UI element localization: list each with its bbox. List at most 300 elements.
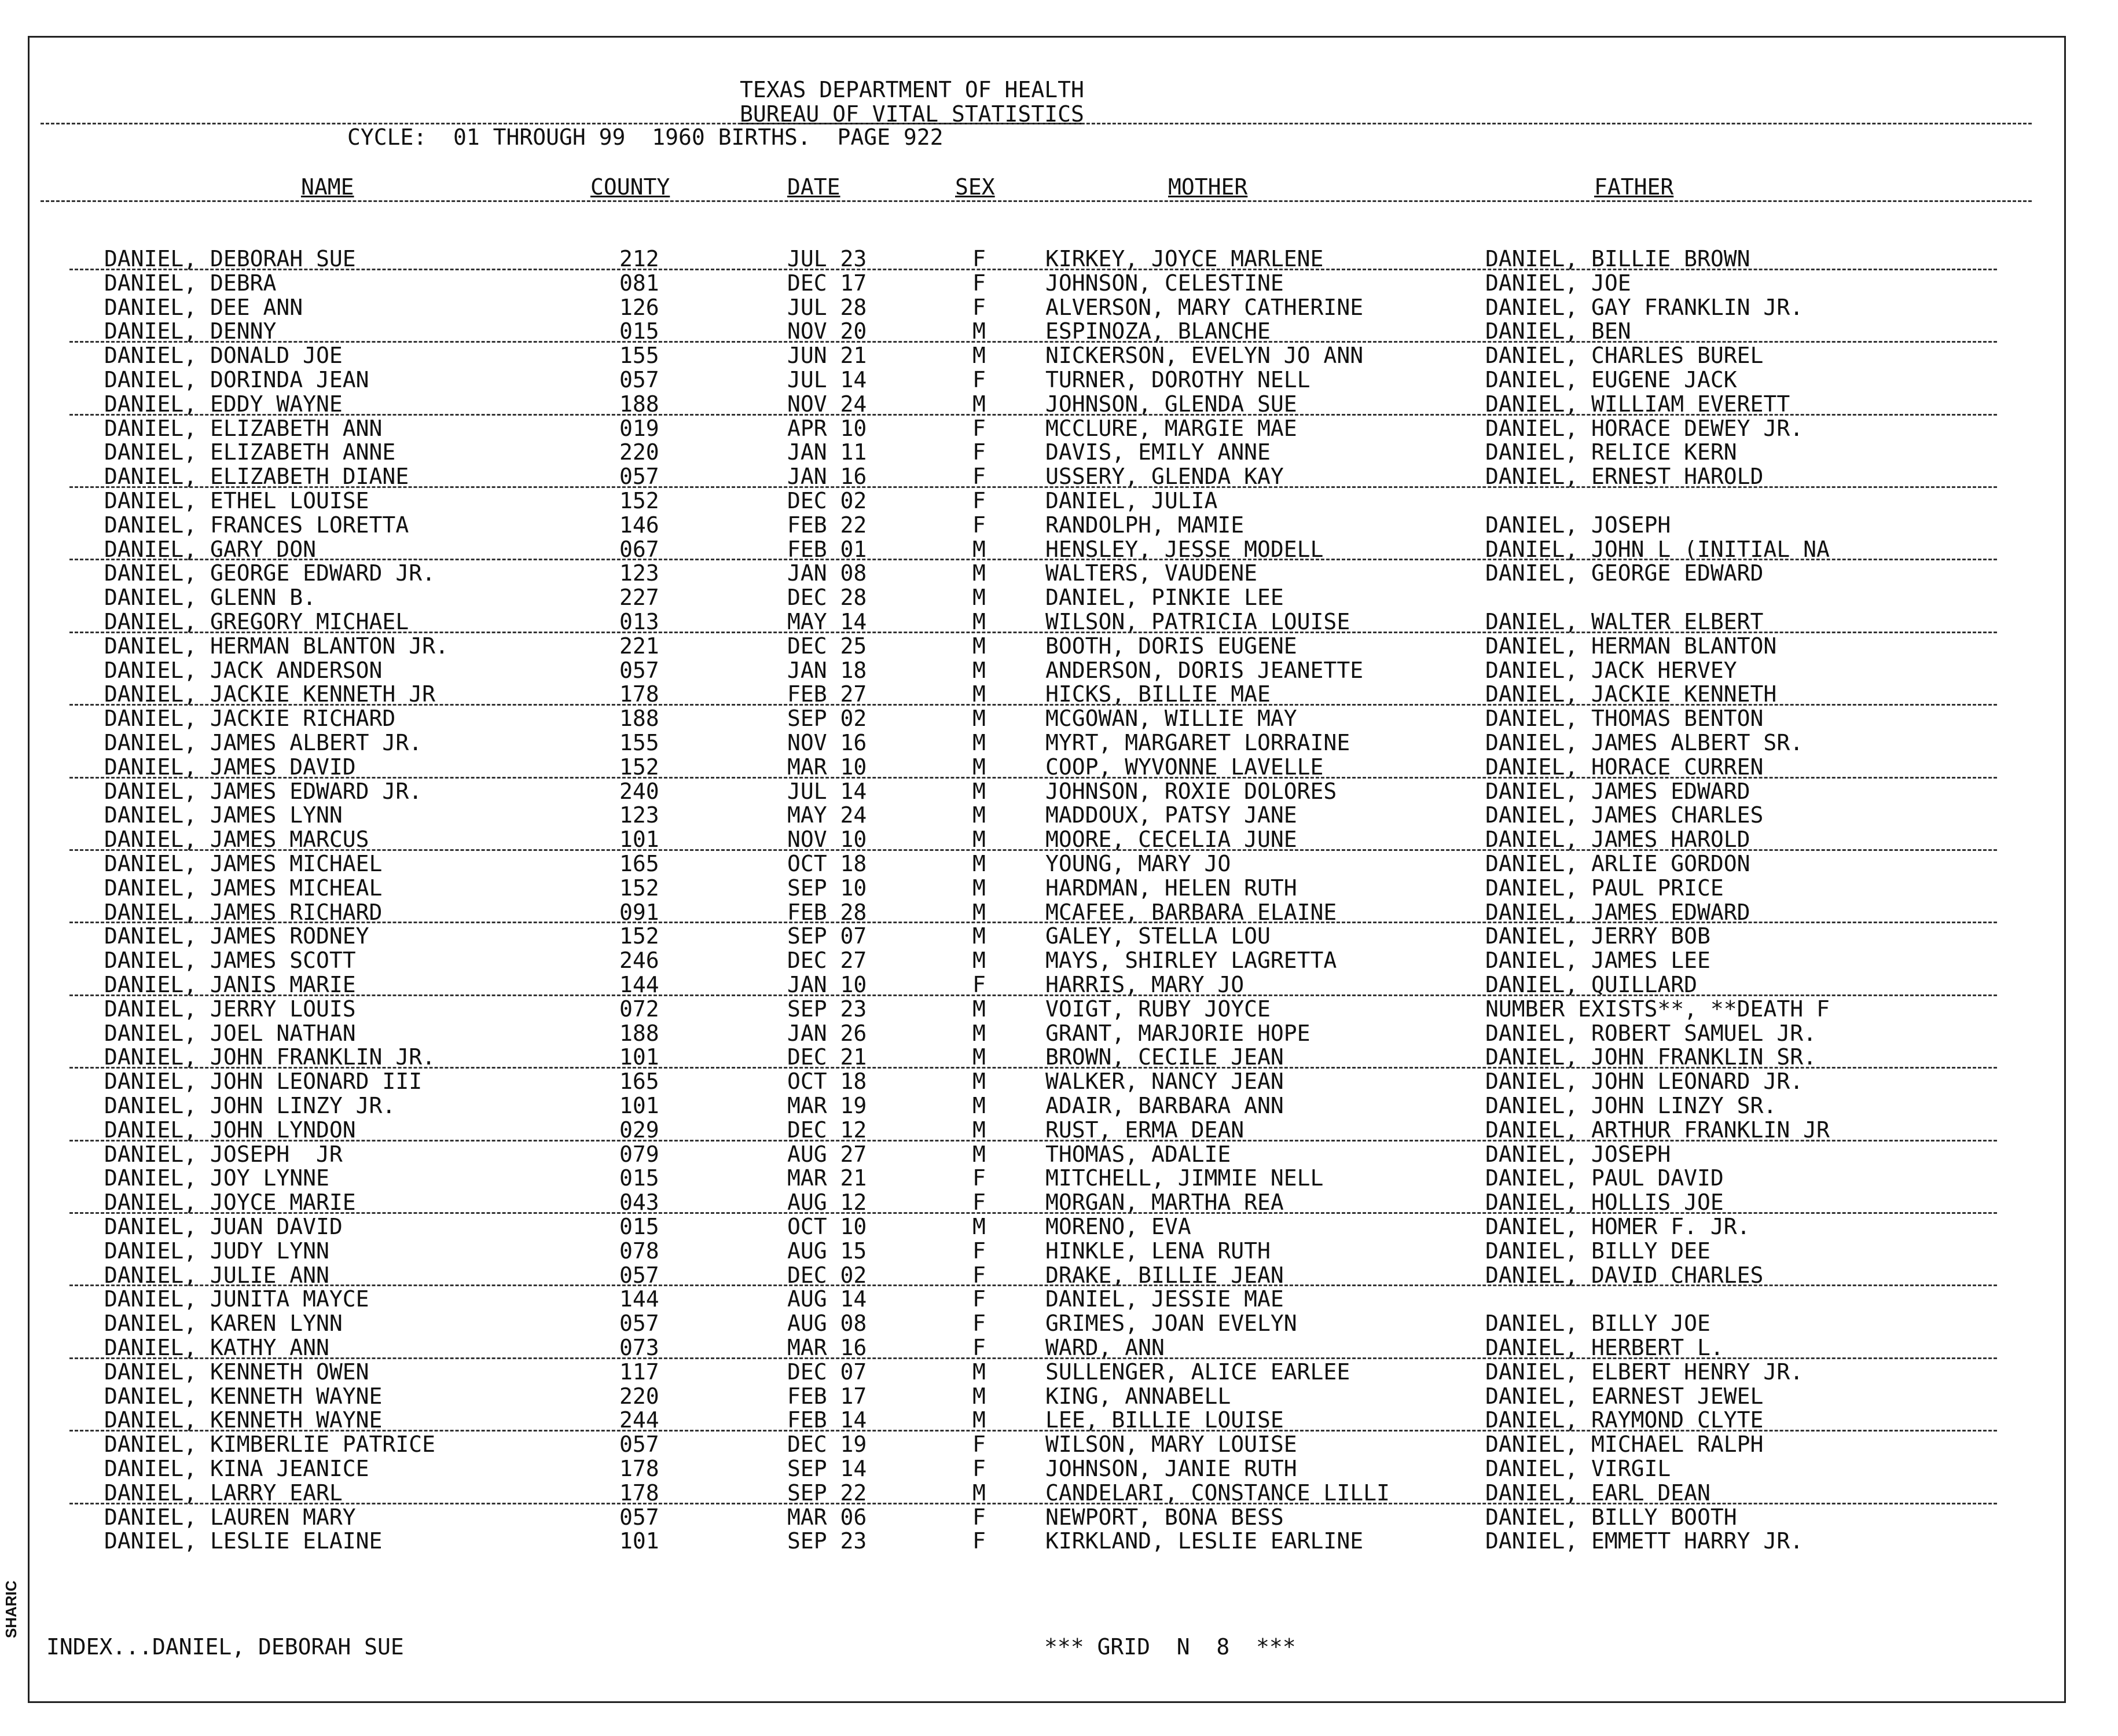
cell-mother: MORGAN, MARTHA REA (1045, 1190, 1284, 1216)
cell-date: SEP 23 (787, 1528, 867, 1554)
cell-date: MAY 24 (787, 802, 867, 828)
cell-mother: VOIGT, RUBY JOYCE (1045, 996, 1271, 1022)
cell-sex: M (972, 730, 986, 755)
cell-name: DANIEL, EDDY WAYNE (104, 391, 343, 417)
cell-date: OCT 18 (787, 851, 867, 876)
cell-name: DANIEL, DENNY (104, 318, 277, 344)
cell-county: 067 (619, 536, 659, 562)
table-row (0, 1312, 2118, 1337)
cell-county: 073 (619, 1335, 659, 1360)
row-divider (69, 1503, 1997, 1504)
cell-mother: JOHNSON, GLENDA SUE (1045, 391, 1297, 417)
row-divider (69, 922, 1997, 923)
cell-date: NOV 16 (787, 730, 867, 755)
cell-mother: DANIEL, JESSIE MAE (1045, 1286, 1284, 1312)
cell-date: NOV 10 (787, 827, 867, 853)
cell-mother: JOHNSON, JANIE RUTH (1045, 1456, 1297, 1481)
cell-county: 165 (619, 851, 659, 876)
cell-sex: F (972, 1262, 986, 1288)
row-divider (69, 777, 1997, 779)
cell-county: 078 (619, 1238, 659, 1264)
table-row (0, 1506, 2118, 1531)
cell-father: DANIEL, JAMES CHARLES (1485, 802, 1764, 828)
cell-mother: HINKLE, LENA RUTH (1045, 1238, 1271, 1264)
cell-county: 152 (619, 754, 659, 780)
cell-mother: HARDMAN, HELEN RUTH (1045, 875, 1297, 901)
cell-mother: MCGOWAN, WILLIE MAY (1045, 706, 1297, 732)
cell-sex: M (972, 391, 986, 417)
cell-sex: M (972, 778, 986, 804)
table-row (0, 1216, 2118, 1240)
cell-name: DANIEL, JOY LYNNE (104, 1165, 329, 1191)
cell-date: SEP 14 (787, 1456, 867, 1481)
cell-name: DANIEL, DEE ANN (104, 294, 303, 320)
row-divider (69, 341, 1997, 343)
cell-sex: M (972, 343, 986, 369)
row-divider (69, 1067, 1997, 1069)
cell-county: 220 (619, 439, 659, 465)
cell-sex: M (972, 1020, 986, 1046)
cell-date: APR 10 (787, 415, 867, 441)
cell-sex: F (972, 1335, 986, 1360)
cell-county: 227 (619, 585, 659, 611)
cell-sex: M (972, 706, 986, 732)
cell-date: SEP 22 (787, 1480, 867, 1506)
cell-sex: F (972, 415, 986, 441)
cell-sex: M (972, 851, 986, 876)
row-divider (69, 269, 1997, 270)
cell-father: DANIEL, EARNEST JEWEL (1485, 1383, 1764, 1409)
cell-county: 101 (619, 1528, 659, 1554)
table-row (0, 1070, 2118, 1095)
cell-county: 178 (619, 1456, 659, 1481)
cell-date: JUL 14 (787, 778, 867, 804)
cell-sex: F (972, 270, 986, 296)
cell-date: SEP 10 (787, 875, 867, 901)
cell-sex: M (972, 899, 986, 925)
cell-father: DANIEL, JOSEPH (1485, 512, 1671, 538)
cell-name: DANIEL, JOEL NATHAN (104, 1020, 356, 1046)
cell-name: DANIEL, JAMES EDWARD JR. (104, 778, 423, 804)
cell-mother: HICKS, BILLIE MAE (1045, 681, 1271, 707)
cell-father: DANIEL, JOSEPH (1485, 1141, 1671, 1167)
cell-father: DANIEL, JAMES EDWARD (1485, 899, 1750, 925)
cell-county: 246 (619, 948, 659, 974)
row-divider (69, 632, 1997, 633)
cell-date: JAN 11 (787, 439, 867, 465)
cell-mother: MORENO, EVA (1045, 1214, 1191, 1239)
cell-father: DANIEL, ELBERT HENRY JR. (1485, 1359, 1804, 1385)
cell-county: 101 (619, 827, 659, 853)
cell-county: 221 (619, 633, 659, 659)
cell-mother: NICKERSON, EVELYN JO ANN (1045, 343, 1364, 369)
cell-date: NOV 20 (787, 318, 867, 344)
cell-mother: JOHNSON, CELESTINE (1045, 270, 1284, 296)
cell-name: DANIEL, JOHN LYNDON (104, 1117, 356, 1143)
row-divider (69, 486, 1997, 488)
table-row (0, 659, 2118, 684)
cell-date: MAY 14 (787, 609, 867, 634)
cell-mother: DANIEL, JULIA (1045, 488, 1218, 513)
cell-name: DANIEL, JUAN DAVID (104, 1214, 343, 1239)
cell-mother: TURNER, DOROTHY NELL (1045, 367, 1311, 392)
cell-county: 091 (619, 899, 659, 925)
cell-sex: F (972, 464, 986, 490)
cell-mother: DRAKE, BILLIE JEAN (1045, 1262, 1284, 1288)
cell-sex: F (972, 367, 986, 392)
cell-father: DANIEL, JACKIE KENNETH (1485, 681, 1777, 707)
cell-name: DANIEL, DONALD JOE (104, 343, 343, 369)
cell-county: 079 (619, 1141, 659, 1167)
cell-mother: ADAIR, BARBARA ANN (1045, 1093, 1284, 1118)
cell-sex: M (972, 948, 986, 974)
cell-mother: BROWN, CECILE JEAN (1045, 1044, 1284, 1070)
cell-name: DANIEL, JAMES RODNEY (104, 923, 369, 949)
cell-date: DEC 19 (787, 1432, 867, 1458)
cell-name: DANIEL, KENNETH WAYNE (104, 1383, 383, 1409)
cell-father: DANIEL, JERRY BOB (1485, 923, 1710, 949)
cell-date: JAN 10 (787, 972, 867, 997)
cell-mother: GALEY, STELLA LOU (1045, 923, 1271, 949)
table-row (0, 998, 2118, 1022)
row-divider (69, 559, 1997, 560)
cell-county: 101 (619, 1044, 659, 1070)
cell-county: 188 (619, 706, 659, 732)
cell-sex: M (972, 802, 986, 828)
cell-name: DANIEL, LESLIE ELAINE (104, 1528, 383, 1554)
table-row (0, 1530, 2118, 1554)
cell-father: DANIEL, JACK HERVEY (1485, 657, 1737, 683)
cell-county: 152 (619, 488, 659, 513)
cell-sex: F (972, 246, 986, 271)
cell-sex: M (972, 827, 986, 853)
header-subtitle: BUREAU OF VITAL STATISTICS (740, 101, 1084, 127)
cell-sex: M (972, 1359, 986, 1385)
cell-mother: KIRKEY, JOYCE MARLENE (1045, 246, 1324, 271)
table-row (0, 1022, 2118, 1047)
cell-county: 019 (619, 415, 659, 441)
cell-sex: M (972, 875, 986, 901)
cell-mother: KING, ANNABELL (1045, 1383, 1231, 1409)
col-sex: SEX (955, 174, 995, 200)
table-row (0, 1143, 2118, 1168)
cell-date: DEC 02 (787, 1262, 867, 1288)
cell-county: 081 (619, 270, 659, 296)
cell-county: 152 (619, 875, 659, 901)
cell-county: 155 (619, 730, 659, 755)
cell-father: DANIEL, JOHN LEONARD JR. (1485, 1069, 1804, 1095)
cell-sex: M (972, 1044, 986, 1070)
cell-sex: F (972, 1311, 986, 1337)
cell-mother: MCCLURE, MARGIE MAE (1045, 415, 1297, 441)
cell-father: DANIEL, ARLIE GORDON (1485, 851, 1750, 876)
cell-county: 015 (619, 1214, 659, 1239)
cell-county: 057 (619, 657, 659, 683)
row-divider (69, 414, 1997, 416)
table-row (0, 707, 2118, 732)
cell-father: DANIEL, WILLIAM EVERETT (1485, 391, 1790, 417)
cell-date: MAR 19 (787, 1093, 867, 1118)
cell-date: JUL 28 (787, 294, 867, 320)
cell-county: 013 (619, 609, 659, 634)
cell-mother: ANDERSON, DORIS JEANETTE (1045, 657, 1364, 683)
cell-sex: M (972, 1141, 986, 1167)
cell-county: 178 (619, 1480, 659, 1506)
cell-date: MAR 21 (787, 1165, 867, 1191)
cell-name: DANIEL, FRANCES LORETTA (104, 512, 409, 538)
cell-father: DANIEL, ARTHUR FRANKLIN JR (1485, 1117, 1830, 1143)
cell-name: DANIEL, JAMES MICHAEL (104, 851, 383, 876)
cell-sex: M (972, 657, 986, 683)
cell-father: DANIEL, QUILLARD (1485, 972, 1698, 997)
cell-mother: NEWPORT, BONA BESS (1045, 1504, 1284, 1530)
cell-mother: MAYS, SHIRLEY LAGRETTA (1045, 948, 1337, 974)
cell-mother: YOUNG, MARY JO (1045, 851, 1231, 876)
cell-county: 144 (619, 972, 659, 997)
cell-father: DANIEL, GEORGE EDWARD (1485, 560, 1764, 586)
table-row (0, 417, 2118, 442)
cell-mother: CANDELARI, CONSTANCE LILLI (1045, 1480, 1390, 1506)
cell-father: DANIEL, WALTER ELBERT (1485, 609, 1764, 634)
cell-father: DANIEL, EMMETT HARRY JR. (1485, 1528, 1804, 1554)
cell-sex: M (972, 1214, 986, 1239)
cell-name: DANIEL, JERRY LOUIS (104, 996, 356, 1022)
cell-name: DANIEL, JOHN LINZY JR. (104, 1093, 396, 1118)
cell-name: DANIEL, KENNETH OWEN (104, 1359, 369, 1385)
cell-date: AUG 27 (787, 1141, 867, 1167)
cell-name: DANIEL, KENNETH WAYNE (104, 1407, 383, 1433)
col-mother: MOTHER (1168, 174, 1248, 200)
cell-father: DANIEL, CHARLES BUREL (1485, 343, 1764, 369)
cell-name: DANIEL, GARY DON (104, 536, 317, 562)
cell-name: DANIEL, DORINDA JEAN (104, 367, 369, 392)
cell-date: JAN 18 (787, 657, 867, 683)
cell-sex: M (972, 633, 986, 659)
cell-county: 057 (619, 1311, 659, 1337)
table-row (0, 441, 2118, 465)
cell-date: FEB 27 (787, 681, 867, 707)
cell-mother: WARD, ANN (1045, 1335, 1165, 1360)
cell-sex: M (972, 1093, 986, 1118)
cell-father: DANIEL, JOHN FRANKLIN SR. (1485, 1044, 1816, 1070)
cell-date: FEB 01 (787, 536, 867, 562)
cell-mother: WALKER, NANCY JEAN (1045, 1069, 1284, 1095)
cell-county: 146 (619, 512, 659, 538)
cell-name: DANIEL, KINA JEANICE (104, 1456, 369, 1481)
cell-name: DANIEL, KAREN LYNN (104, 1311, 343, 1337)
cell-mother: MCAFEE, BARBARA ELAINE (1045, 899, 1337, 925)
table-row (0, 1167, 2118, 1191)
cell-mother: MOORE, CECELIA JUNE (1045, 827, 1297, 853)
cell-sex: F (972, 512, 986, 538)
index-label: INDEX...DANIEL, DEBORAH SUE (46, 1634, 404, 1660)
cell-county: 101 (619, 1093, 659, 1118)
cell-father: DANIEL, EUGENE JACK (1485, 367, 1737, 392)
col-county: COUNTY (590, 174, 670, 200)
cell-mother: MADDOUX, PATSY JANE (1045, 802, 1297, 828)
cell-father: DANIEL, JAMES HAROLD (1485, 827, 1750, 853)
cell-sex: M (972, 1069, 986, 1095)
cell-father: DANIEL, GAY FRANKLIN JR. (1485, 294, 1804, 320)
cell-county: 123 (619, 560, 659, 586)
cell-sex: F (972, 1165, 986, 1191)
cell-mother: RANDOLPH, MAMIE (1045, 512, 1245, 538)
cell-father: DANIEL, PAUL PRICE (1485, 875, 1724, 901)
cell-father: DANIEL, JAMES EDWARD (1485, 778, 1750, 804)
cell-name: DANIEL, JOSEPH JR (104, 1141, 343, 1167)
cell-sex: M (972, 560, 986, 586)
table-row (0, 1458, 2118, 1482)
cell-date: DEC 27 (787, 948, 867, 974)
row-divider (69, 994, 1997, 996)
cell-mother: KIRKLAND, LESLIE EARLINE (1045, 1528, 1364, 1554)
cell-father: DANIEL, JOHN L (INITIAL NA (1485, 536, 1830, 562)
cell-mother: RUST, ERMA DEAN (1045, 1117, 1245, 1143)
cell-sex: M (972, 996, 986, 1022)
cell-name: DANIEL, JOYCE MARIE (104, 1190, 356, 1216)
cell-mother: COOP, WYVONNE LAVELLE (1045, 754, 1324, 780)
cell-county: 178 (619, 681, 659, 707)
cell-mother: WILSON, PATRICIA LOUISE (1045, 609, 1350, 634)
cell-date: AUG 08 (787, 1311, 867, 1337)
cell-date: OCT 10 (787, 1214, 867, 1239)
cell-date: MAR 10 (787, 754, 867, 780)
cell-date: DEC 02 (787, 488, 867, 513)
cell-sex: M (972, 585, 986, 611)
cell-father: DANIEL, PAUL DAVID (1485, 1165, 1724, 1191)
cell-county: 244 (619, 1407, 659, 1433)
cell-name: DANIEL, JAMES SCOTT (104, 948, 356, 974)
cell-father: DANIEL, DAVID CHARLES (1485, 1262, 1764, 1288)
cell-date: FEB 14 (787, 1407, 867, 1433)
cell-sex: F (972, 439, 986, 465)
row-divider (69, 1357, 1997, 1359)
cell-sex: F (972, 1190, 986, 1216)
cell-father: DANIEL, RAYMOND CLYTE (1485, 1407, 1764, 1433)
cell-name: DANIEL, ELIZABETH ANN (104, 415, 383, 441)
cell-date: NOV 24 (787, 391, 867, 417)
cell-mother: HARRIS, MARY JO (1045, 972, 1245, 997)
header-title: TEXAS DEPARTMENT OF HEALTH (740, 77, 1084, 102)
cell-name: DANIEL, JUDY LYNN (104, 1238, 329, 1264)
cell-name: DANIEL, JULIE ANN (104, 1262, 329, 1288)
cell-date: MAR 06 (787, 1504, 867, 1530)
cell-father: DANIEL, BILLY BOOTH (1485, 1504, 1737, 1530)
cell-name: DANIEL, KIMBERLIE PATRICE (104, 1432, 435, 1458)
cell-mother: WALTERS, VAUDENE (1045, 560, 1258, 586)
table-row (0, 369, 2118, 393)
cell-county: 057 (619, 1504, 659, 1530)
cell-sex: F (972, 1238, 986, 1264)
table-row (0, 1240, 2118, 1264)
cell-county: 152 (619, 923, 659, 949)
cell-father: DANIEL, BEN (1485, 318, 1631, 344)
grid-label: *** GRID N 8 *** (1044, 1634, 1296, 1660)
cell-mother: THOMAS, ADALIE (1045, 1141, 1231, 1167)
cell-father: DANIEL, ERNEST HAROLD (1485, 464, 1764, 490)
cell-name: DANIEL, JAMES RICHARD (104, 899, 383, 925)
table-row (0, 804, 2118, 828)
cell-mother: MYRT, MARGARET LORRAINE (1045, 730, 1350, 755)
cell-date: FEB 22 (787, 512, 867, 538)
cell-sex: M (972, 1407, 986, 1433)
cell-mother: BOOTH, DORIS EUGENE (1045, 633, 1297, 659)
cell-date: SEP 07 (787, 923, 867, 949)
cell-name: DANIEL, JOHN LEONARD III (104, 1069, 423, 1095)
cell-date: JAN 26 (787, 1020, 867, 1046)
cell-date: AUG 14 (787, 1286, 867, 1312)
cell-date: OCT 18 (787, 1069, 867, 1095)
header-divider (41, 123, 2032, 124)
row-divider (69, 1430, 1997, 1432)
cell-name: DANIEL, ETHEL LOUISE (104, 488, 369, 513)
cell-name: DANIEL, GREGORY MICHAEL (104, 609, 409, 634)
cell-sex: F (972, 1528, 986, 1554)
cell-county: 057 (619, 1262, 659, 1288)
table-row (0, 949, 2118, 974)
cell-date: JUL 14 (787, 367, 867, 392)
cell-name: DANIEL, GEORGE EDWARD JR. (104, 560, 435, 586)
cell-county: 188 (619, 1020, 659, 1046)
row-divider (69, 1212, 1997, 1214)
row-divider (69, 704, 1997, 706)
cell-date: JAN 16 (787, 464, 867, 490)
table-row (0, 1361, 2118, 1385)
cell-date: SEP 23 (787, 996, 867, 1022)
cell-mother: LEE, BILLIE LOUISE (1045, 1407, 1284, 1433)
cell-mother: MITCHELL, JIMMIE NELL (1045, 1165, 1324, 1191)
cell-date: DEC 07 (787, 1359, 867, 1385)
cell-name: DANIEL, ELIZABETH ANNE (104, 439, 396, 465)
cell-father: DANIEL, JAMES LEE (1485, 948, 1710, 974)
table-row (0, 925, 2118, 949)
cell-father: DANIEL, HERBERT L. (1485, 1335, 1724, 1360)
cell-father: DANIEL, HOLLIS JOE (1485, 1190, 1724, 1216)
table-row (0, 732, 2118, 756)
cell-date: AUG 12 (787, 1190, 867, 1216)
cell-name: DANIEL, JANIS MARIE (104, 972, 356, 997)
cell-sex: F (972, 1504, 986, 1530)
cell-sex: F (972, 294, 986, 320)
row-divider (69, 1284, 1997, 1286)
cell-date: DEC 12 (787, 1117, 867, 1143)
cell-county: 220 (619, 1383, 659, 1409)
cell-county: 057 (619, 1432, 659, 1458)
table-row (0, 344, 2118, 369)
cell-county: 240 (619, 778, 659, 804)
cell-mother: USSERY, GLENDA KAY (1045, 464, 1284, 490)
cell-father: DANIEL, JOE (1485, 270, 1631, 296)
cell-sex: M (972, 1383, 986, 1409)
cell-sex: F (972, 1432, 986, 1458)
table-row (0, 635, 2118, 659)
cell-county: 126 (619, 294, 659, 320)
cell-date: DEC 25 (787, 633, 867, 659)
cell-date: AUG 15 (787, 1238, 867, 1264)
cell-county: 123 (619, 802, 659, 828)
cell-mother: WILSON, MARY LOUISE (1045, 1432, 1297, 1458)
cell-date: DEC 28 (787, 585, 867, 611)
col-father: FATHER (1594, 174, 1674, 200)
cell-county: 155 (619, 343, 659, 369)
table-row (0, 853, 2118, 877)
col-date: DATE (787, 174, 840, 200)
cell-mother: GRIMES, JOAN EVELYN (1045, 1311, 1297, 1337)
cell-sex: M (972, 1480, 986, 1506)
cell-sex: M (972, 754, 986, 780)
cell-name: DANIEL, JAMES ALBERT JR. (104, 730, 423, 755)
cell-sex: F (972, 972, 986, 997)
